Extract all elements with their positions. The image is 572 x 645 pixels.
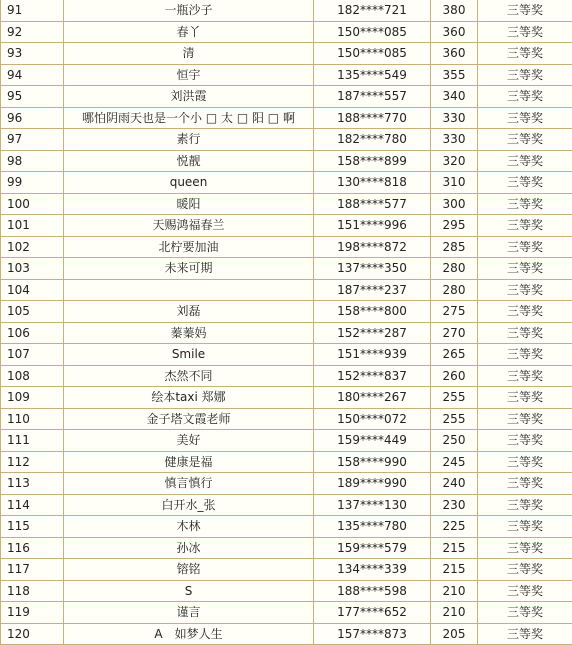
table-row: [1, 473, 572, 495]
rank-cell: 104: [1, 279, 64, 301]
name-cell: 悦靓: [64, 150, 314, 172]
name-cell: 孙冰: [64, 537, 314, 559]
phone-cell: 150****072: [314, 408, 431, 430]
table-row: [1, 236, 572, 258]
rank-cell: 102: [1, 236, 64, 258]
name-cell: 白开水_张: [64, 494, 314, 516]
phone-cell: 137****350: [314, 258, 431, 280]
score-cell: 250: [431, 430, 478, 452]
name-cell: 一瓶沙子: [64, 0, 314, 21]
phone-cell: 159****579: [314, 537, 431, 559]
table-row: [1, 344, 572, 366]
name-cell: queen: [64, 172, 314, 194]
prize-cell: 三等奖: [478, 129, 572, 151]
table-row: [1, 172, 572, 194]
rank-cell: 120: [1, 623, 64, 645]
rank-cell: 119: [1, 602, 64, 624]
phone-cell: 152****287: [314, 322, 431, 344]
name-cell: 北柠要加油: [64, 236, 314, 258]
rank-cell: 112: [1, 451, 64, 473]
name-cell: 未来可期: [64, 258, 314, 280]
phone-cell: 135****780: [314, 516, 431, 538]
table-row: [1, 107, 572, 129]
phone-cell: 188****770: [314, 107, 431, 129]
score-cell: 275: [431, 301, 478, 323]
prize-cell: 三等奖: [478, 172, 572, 194]
phone-cell: 189****990: [314, 473, 431, 495]
phone-cell: 130****818: [314, 172, 431, 194]
score-cell: 320: [431, 150, 478, 172]
prize-cell: 三等奖: [478, 258, 572, 280]
prize-cell: 三等奖: [478, 64, 572, 86]
phone-cell: 150****085: [314, 21, 431, 43]
table-row: [1, 451, 572, 473]
score-cell: 225: [431, 516, 478, 538]
name-cell: 绘本taxi 郑娜: [64, 387, 314, 409]
rank-cell: 105: [1, 301, 64, 323]
prize-cell: 三等奖: [478, 86, 572, 108]
table-row: [1, 279, 572, 301]
score-cell: 285: [431, 236, 478, 258]
name-cell: 蓁蓁妈: [64, 322, 314, 344]
rank-cell: 106: [1, 322, 64, 344]
rank-cell: 109: [1, 387, 64, 409]
phone-cell: 150****085: [314, 43, 431, 65]
score-cell: 280: [431, 279, 478, 301]
score-cell: 245: [431, 451, 478, 473]
score-cell: 360: [431, 43, 478, 65]
table-row: [1, 43, 572, 65]
prize-cell: 三等奖: [478, 516, 572, 538]
name-cell: 美好: [64, 430, 314, 452]
name-cell: 慎言慎行: [64, 473, 314, 495]
name-cell: 健康是福: [64, 451, 314, 473]
rank-cell: 111: [1, 430, 64, 452]
score-cell: 310: [431, 172, 478, 194]
prize-cell: 三等奖: [478, 215, 572, 237]
prize-cell: 三等奖: [478, 193, 572, 215]
name-cell: 杰然不同: [64, 365, 314, 387]
name-cell: 刘洪霞: [64, 86, 314, 108]
score-cell: 380: [431, 0, 478, 21]
prize-cell: 三等奖: [478, 301, 572, 323]
table-row: [1, 494, 572, 516]
prize-cell: 三等奖: [478, 623, 572, 645]
phone-cell: 157****873: [314, 623, 431, 645]
rank-cell: 99: [1, 172, 64, 194]
table-row: [1, 623, 572, 645]
prize-cell: 三等奖: [478, 365, 572, 387]
phone-cell: 187****557: [314, 86, 431, 108]
rank-cell: 94: [1, 64, 64, 86]
table-row: [1, 64, 572, 86]
table-row: [1, 258, 572, 280]
prize-table-body: [1, 0, 572, 645]
table-row: [1, 408, 572, 430]
prize-cell: 三等奖: [478, 451, 572, 473]
score-cell: 330: [431, 129, 478, 151]
table-row: [1, 129, 572, 151]
phone-cell: 152****837: [314, 365, 431, 387]
score-cell: 210: [431, 602, 478, 624]
phone-cell: 137****130: [314, 494, 431, 516]
table-row: [1, 559, 572, 581]
rank-cell: 93: [1, 43, 64, 65]
table-row: [1, 537, 572, 559]
table-row: [1, 86, 572, 108]
table-row: [1, 215, 572, 237]
name-cell: 清: [64, 43, 314, 65]
phone-cell: 180****267: [314, 387, 431, 409]
rank-cell: 101: [1, 215, 64, 237]
table-row: [1, 21, 572, 43]
prize-cell: 三等奖: [478, 387, 572, 409]
phone-cell: 177****652: [314, 602, 431, 624]
table-row: [1, 193, 572, 215]
rank-cell: 92: [1, 21, 64, 43]
table-row: [1, 387, 572, 409]
prize-cell: 三等奖: [478, 107, 572, 129]
score-cell: 295: [431, 215, 478, 237]
name-cell: 素行: [64, 129, 314, 151]
name-cell: A 如梦人生: [64, 623, 314, 645]
rank-cell: 116: [1, 537, 64, 559]
phone-cell: 188****577: [314, 193, 431, 215]
name-cell: 恒宇: [64, 64, 314, 86]
score-cell: 330: [431, 107, 478, 129]
prize-cell: 三等奖: [478, 537, 572, 559]
name-cell: 刘磊: [64, 301, 314, 323]
name-cell: 镕铭: [64, 559, 314, 581]
table-row: [1, 0, 572, 21]
score-cell: 255: [431, 408, 478, 430]
rank-cell: 118: [1, 580, 64, 602]
score-cell: 230: [431, 494, 478, 516]
score-cell: 210: [431, 580, 478, 602]
phone-cell: 158****990: [314, 451, 431, 473]
phone-cell: 151****939: [314, 344, 431, 366]
name-cell: S: [64, 580, 314, 602]
prize-cell: 三等奖: [478, 408, 572, 430]
prize-cell: 三等奖: [478, 602, 572, 624]
rank-cell: 117: [1, 559, 64, 581]
prize-cell: 三等奖: [478, 344, 572, 366]
prize-cell: 三等奖: [478, 473, 572, 495]
phone-cell: 182****780: [314, 129, 431, 151]
rank-cell: 108: [1, 365, 64, 387]
table-row: [1, 516, 572, 538]
phone-cell: 151****996: [314, 215, 431, 237]
name-cell: 谨言: [64, 602, 314, 624]
rank-cell: 114: [1, 494, 64, 516]
name-cell: Smile: [64, 344, 314, 366]
name-cell: 春丫: [64, 21, 314, 43]
rank-cell: 103: [1, 258, 64, 280]
score-cell: 215: [431, 559, 478, 581]
score-cell: 265: [431, 344, 478, 366]
score-cell: 280: [431, 258, 478, 280]
score-cell: 340: [431, 86, 478, 108]
name-cell: 金子塔文霞老师: [64, 408, 314, 430]
score-cell: 255: [431, 387, 478, 409]
prize-cell: 三等奖: [478, 279, 572, 301]
phone-cell: 198****872: [314, 236, 431, 258]
phone-cell: 135****549: [314, 64, 431, 86]
table-row: [1, 150, 572, 172]
score-cell: 260: [431, 365, 478, 387]
prize-cell: 三等奖: [478, 150, 572, 172]
rank-cell: 107: [1, 344, 64, 366]
name-cell: 天赐鸿福春兰: [64, 215, 314, 237]
rank-cell: 113: [1, 473, 64, 495]
table-row: [1, 430, 572, 452]
score-cell: 355: [431, 64, 478, 86]
name-cell: [64, 279, 314, 301]
table-row: [1, 301, 572, 323]
rank-cell: 100: [1, 193, 64, 215]
phone-cell: 187****237: [314, 279, 431, 301]
phone-cell: 188****598: [314, 580, 431, 602]
prize-cell: 三等奖: [478, 580, 572, 602]
rank-cell: 97: [1, 129, 64, 151]
name-cell: 木林: [64, 516, 314, 538]
score-cell: 240: [431, 473, 478, 495]
table-row: [1, 580, 572, 602]
prize-cell: 三等奖: [478, 236, 572, 258]
phone-cell: 134****339: [314, 559, 431, 581]
prize-cell: 三等奖: [478, 430, 572, 452]
phone-cell: 159****449: [314, 430, 431, 452]
table-row: [1, 602, 572, 624]
score-cell: 360: [431, 21, 478, 43]
phone-cell: 158****800: [314, 301, 431, 323]
rank-cell: 115: [1, 516, 64, 538]
prize-cell: 三等奖: [478, 43, 572, 65]
score-cell: 215: [431, 537, 478, 559]
rank-cell: 95: [1, 86, 64, 108]
name-cell: 暖阳: [64, 193, 314, 215]
table-row: [1, 365, 572, 387]
rank-cell: 91: [1, 0, 64, 21]
rank-cell: 110: [1, 408, 64, 430]
rank-cell: 98: [1, 150, 64, 172]
prize-cell: 三等奖: [478, 0, 572, 21]
score-cell: 205: [431, 623, 478, 645]
prize-cell: 三等奖: [478, 322, 572, 344]
name-cell: 哪怕阴雨天也是一个小 □ 太 □ 阳 □ 啊: [64, 107, 314, 129]
prize-cell: 三等奖: [478, 21, 572, 43]
prize-cell: 三等奖: [478, 494, 572, 516]
phone-cell: 158****899: [314, 150, 431, 172]
score-cell: 270: [431, 322, 478, 344]
phone-cell: 182****721: [314, 0, 431, 21]
rank-cell: 96: [1, 107, 64, 129]
score-cell: 300: [431, 193, 478, 215]
table-row: [1, 322, 572, 344]
prize-cell: 三等奖: [478, 559, 572, 581]
